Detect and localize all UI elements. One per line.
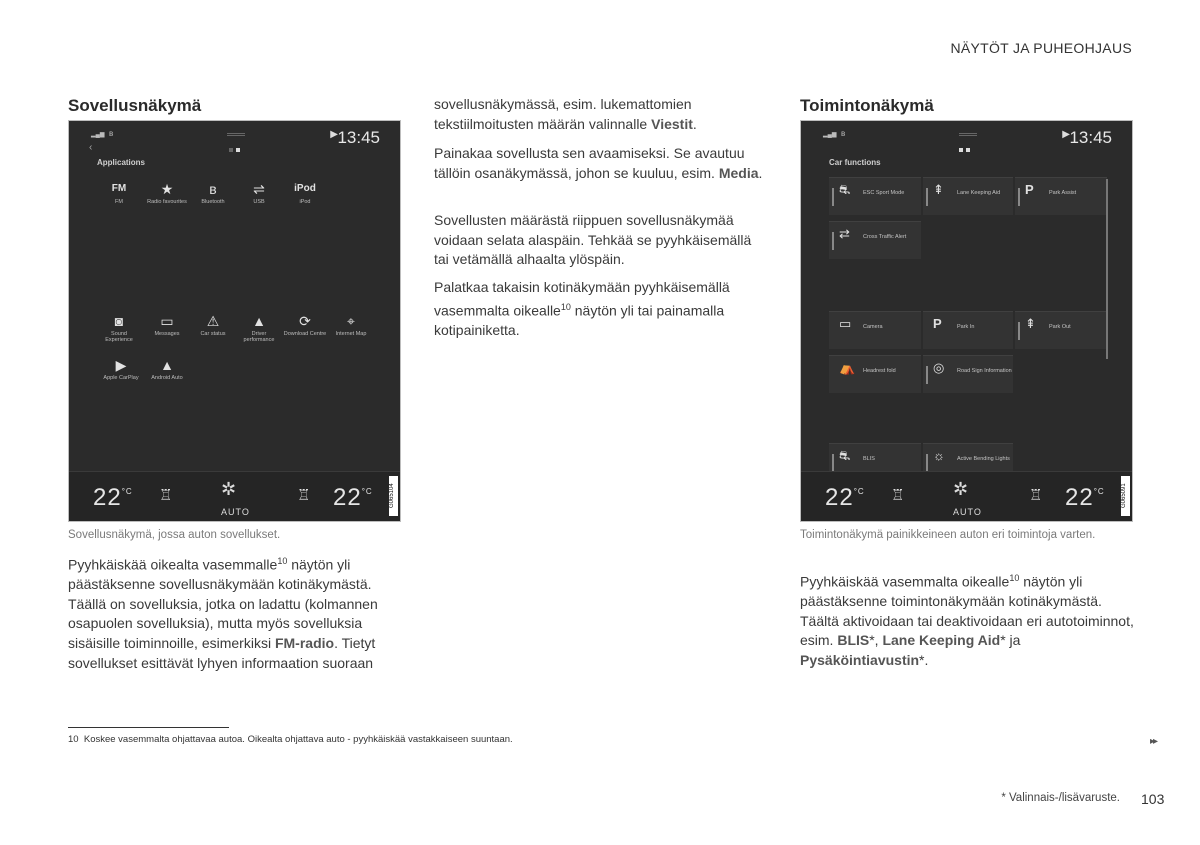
footnote: 10 Koskee vasemmalta ohjattavaa autoa. Oikealta ohjattava auto - pyyhkäiskää vastakkaiseen suuntaan. [68,734,513,745]
function-view-screenshot [800,120,1133,522]
app-label: iPod [299,199,311,205]
signal-icon: ▂▄▆ [823,132,837,138]
seat-heat-left-icon[interactable]: ♖ [891,487,905,504]
fn-lane-keeping-aid[interactable]: ⇞ Lane Keeping Aid [923,177,1013,215]
app-label: Android Auto [151,375,183,381]
climate-mode: AUTO [953,507,982,517]
para-middle-4: Palatkaa takaisin kotinäkymään pyyhkäisemällä vasemmalta oikealle$^{10}$ näytön yli tai painamalla kotipainiketta. [434,279,730,338]
app-label: Car status [200,331,226,337]
fan-icon[interactable]: ✲ [953,479,969,499]
bluetooth-icon: ʙ [209,181,217,197]
play-icon: ▶ [1062,129,1070,140]
fn-active-bending-lights[interactable]: ☼ Active Bending Lights [923,443,1013,481]
fan-icon[interactable]: ✲ [221,479,237,499]
android-auto-icon: ▲ [160,357,174,373]
app-sound-experience[interactable] [97,311,141,355]
park-in-icon: P [933,316,942,331]
radio-icon: FM [111,183,127,194]
heading-app-view: Sovellusnäkymä [68,96,202,115]
signal-icon: ▂▄▆ [91,132,105,138]
drag-handle[interactable] [227,133,245,136]
caption-app-view: Sovellusnäkymä, jossa auton sovellukset. [68,529,281,541]
climate-mode: AUTO [221,507,250,517]
status-bar [801,125,1132,147]
seat-heat-right-icon[interactable]: ♖ [1029,487,1043,504]
para-function-view: Pyyhkäiskää vasemmalta oikealle$^{10}$ näytön yli päästäksenne toimintonäkymään kotinäkymästä. Täältä aktivoidaan tai deaktivoidaan eri autotoiminnot, esim. BLIS*, Lane Keeping Aid* ja Pysäköintiavustin*. [800,573,1134,669]
app-fm[interactable] [97,179,141,223]
footnote-rule [68,727,229,728]
app-label: Download Centre [283,331,327,337]
app-view-screenshot [68,120,401,522]
screen-title: Applications [97,158,146,167]
ipod-icon: iPod [294,183,316,194]
scrollbar[interactable] [1106,179,1108,359]
app-ipod[interactable] [283,179,327,223]
app-usb[interactable] [237,179,281,223]
app-internet-map[interactable] [329,311,373,355]
app-apple-carplay[interactable] [99,355,143,399]
map-icon: ⌖ [347,313,355,329]
image-code: G065091 [1121,476,1130,516]
app-label: Radio favourites [147,199,187,205]
fn-camera[interactable]: ▭ Camera [829,311,921,349]
app-label: Driver performance [243,331,275,343]
climate-bar [801,471,1132,521]
clock: 13:45 [1069,128,1112,147]
app-radio-favourites[interactable] [145,179,189,223]
app-messages[interactable] [145,311,189,355]
parking-icon: P [1025,182,1034,197]
star-icon: ★ [160,181,174,197]
carplay-icon: ▶ [115,357,127,373]
seat-heat-left-icon[interactable]: ♖ [159,487,173,504]
camera-icon: ▭ [839,316,852,331]
app-label: Internet Map [335,331,367,337]
temp-right[interactable]: $22^{^\circ C}$ [1065,484,1105,511]
bluetooth-icon: ʙ [841,129,846,138]
back-icon[interactable]: ‹ [89,142,93,153]
image-code: G065104 [389,476,398,516]
seat-heat-right-icon[interactable]: ♖ [297,487,311,504]
usb-icon: ⇌ [253,181,265,197]
app-label: FM [115,199,123,205]
park-out-icon: ⇞ [1025,316,1036,331]
optional-note: * Valinnais-/lisävaruste. [1001,792,1120,804]
bluetooth-icon: ʙ [109,129,114,138]
fn-cross-traffic-alert[interactable]: ⇄ Cross Traffic Alert [829,221,921,259]
para-middle-2: Painakaa sovellusta sen avaamiseksi. Se avautuu tällöin osanäkymässä, johon se kuuluu, esim. Media. [434,145,763,181]
app-label: Apple CarPlay [103,375,139,381]
app-label: Messages [154,331,180,337]
headrest-icon: ⛺ [839,360,856,375]
blind-spot-icon: ⛐ [839,448,851,463]
app-bluetooth[interactable] [191,179,235,223]
headlight-icon: ☼ [933,448,945,463]
para-app-view: Pyyhkäiskää oikealta vasemmalle$^{10}$ näytön yli päästäksenne sovellusnäkymään kotinäkymästä. Täällä on sovelluksia, jotka on ladattu (kolmannen osapuolen sovelluksia), mutta myös sovelluksia sisäisille toiminnoille, esimerkiksi FM-radio. Tietyt sovellukset esittävät lyhyen informaation suoraan [68,556,378,671]
app-driver-performance[interactable] [237,311,281,355]
screen-title: Car functions [829,158,881,167]
clock: 13:45 [337,128,380,147]
section-header: NÄYTÖT JA PUHEOHJAUS [950,40,1132,56]
fn-blis[interactable]: ⛐ BLIS [829,443,921,481]
temp-left[interactable]: $22^{^\circ C}$ [825,484,865,511]
graph-icon: ▲ [252,313,266,329]
lane-icon: ⇞ [933,182,944,197]
car-skid-icon: ⛐ [839,182,851,197]
caption-function-view: Toimintonäkymä painikkeineen auton eri toimintoja varten. [800,529,1096,541]
cross-traffic-icon: ⇄ [839,226,850,241]
app-download-centre[interactable] [283,311,327,355]
drag-handle[interactable] [959,133,977,136]
app-label: Sound Experience [105,331,133,343]
fn-park-out[interactable]: ⇞ Park Out [1015,311,1107,349]
download-icon: ⟳ [299,313,311,329]
temp-right[interactable]: $22^{^\circ C}$ [333,484,373,511]
page-indicator [229,148,240,152]
para-middle-3: Sovellusten määrästä riippuen sovellusnäkymää voidaan selata alaspäin. Tehkää se pyyhkäisemällä tai vetämällä alhaalta ylöspäin. [434,212,752,268]
app-label: USB [253,199,265,205]
road-sign-icon: ◎ [933,360,945,375]
temp-left[interactable]: $22^{^\circ C}$ [93,484,133,511]
fn-headrest-fold[interactable]: ⛺ Headrest fold [829,355,921,393]
message-icon: ▭ [160,313,174,329]
page-indicator [959,148,970,152]
next-page-icon: ▸▸ [1150,736,1157,747]
heading-function-view: Toimintonäkymä [800,96,934,115]
app-label: Bluetooth [201,199,225,205]
page-number: 103 [1141,791,1165,807]
play-icon: ▶ [330,129,338,140]
climate-bar [69,471,400,521]
warning-icon: ⚠ [206,313,220,329]
app-car-status[interactable] [191,311,235,355]
status-bar [69,125,400,147]
fn-road-sign-information[interactable]: ◎ Road Sign Information [923,355,1013,393]
fn-esc-sport-mode[interactable]: ⛐ ESC Sport Mode [829,177,921,215]
para-middle-1: sovellusnäkymässä, esim. lukemattomien tekstiilmoitusten määrän valinnalle Viestit. [434,96,697,132]
app-android-auto[interactable] [145,355,189,399]
speaker-icon: ◙ [114,313,124,329]
fn-park-in[interactable]: P Park In [923,311,1013,349]
fn-park-assist[interactable]: P Park Assist [1015,177,1107,215]
